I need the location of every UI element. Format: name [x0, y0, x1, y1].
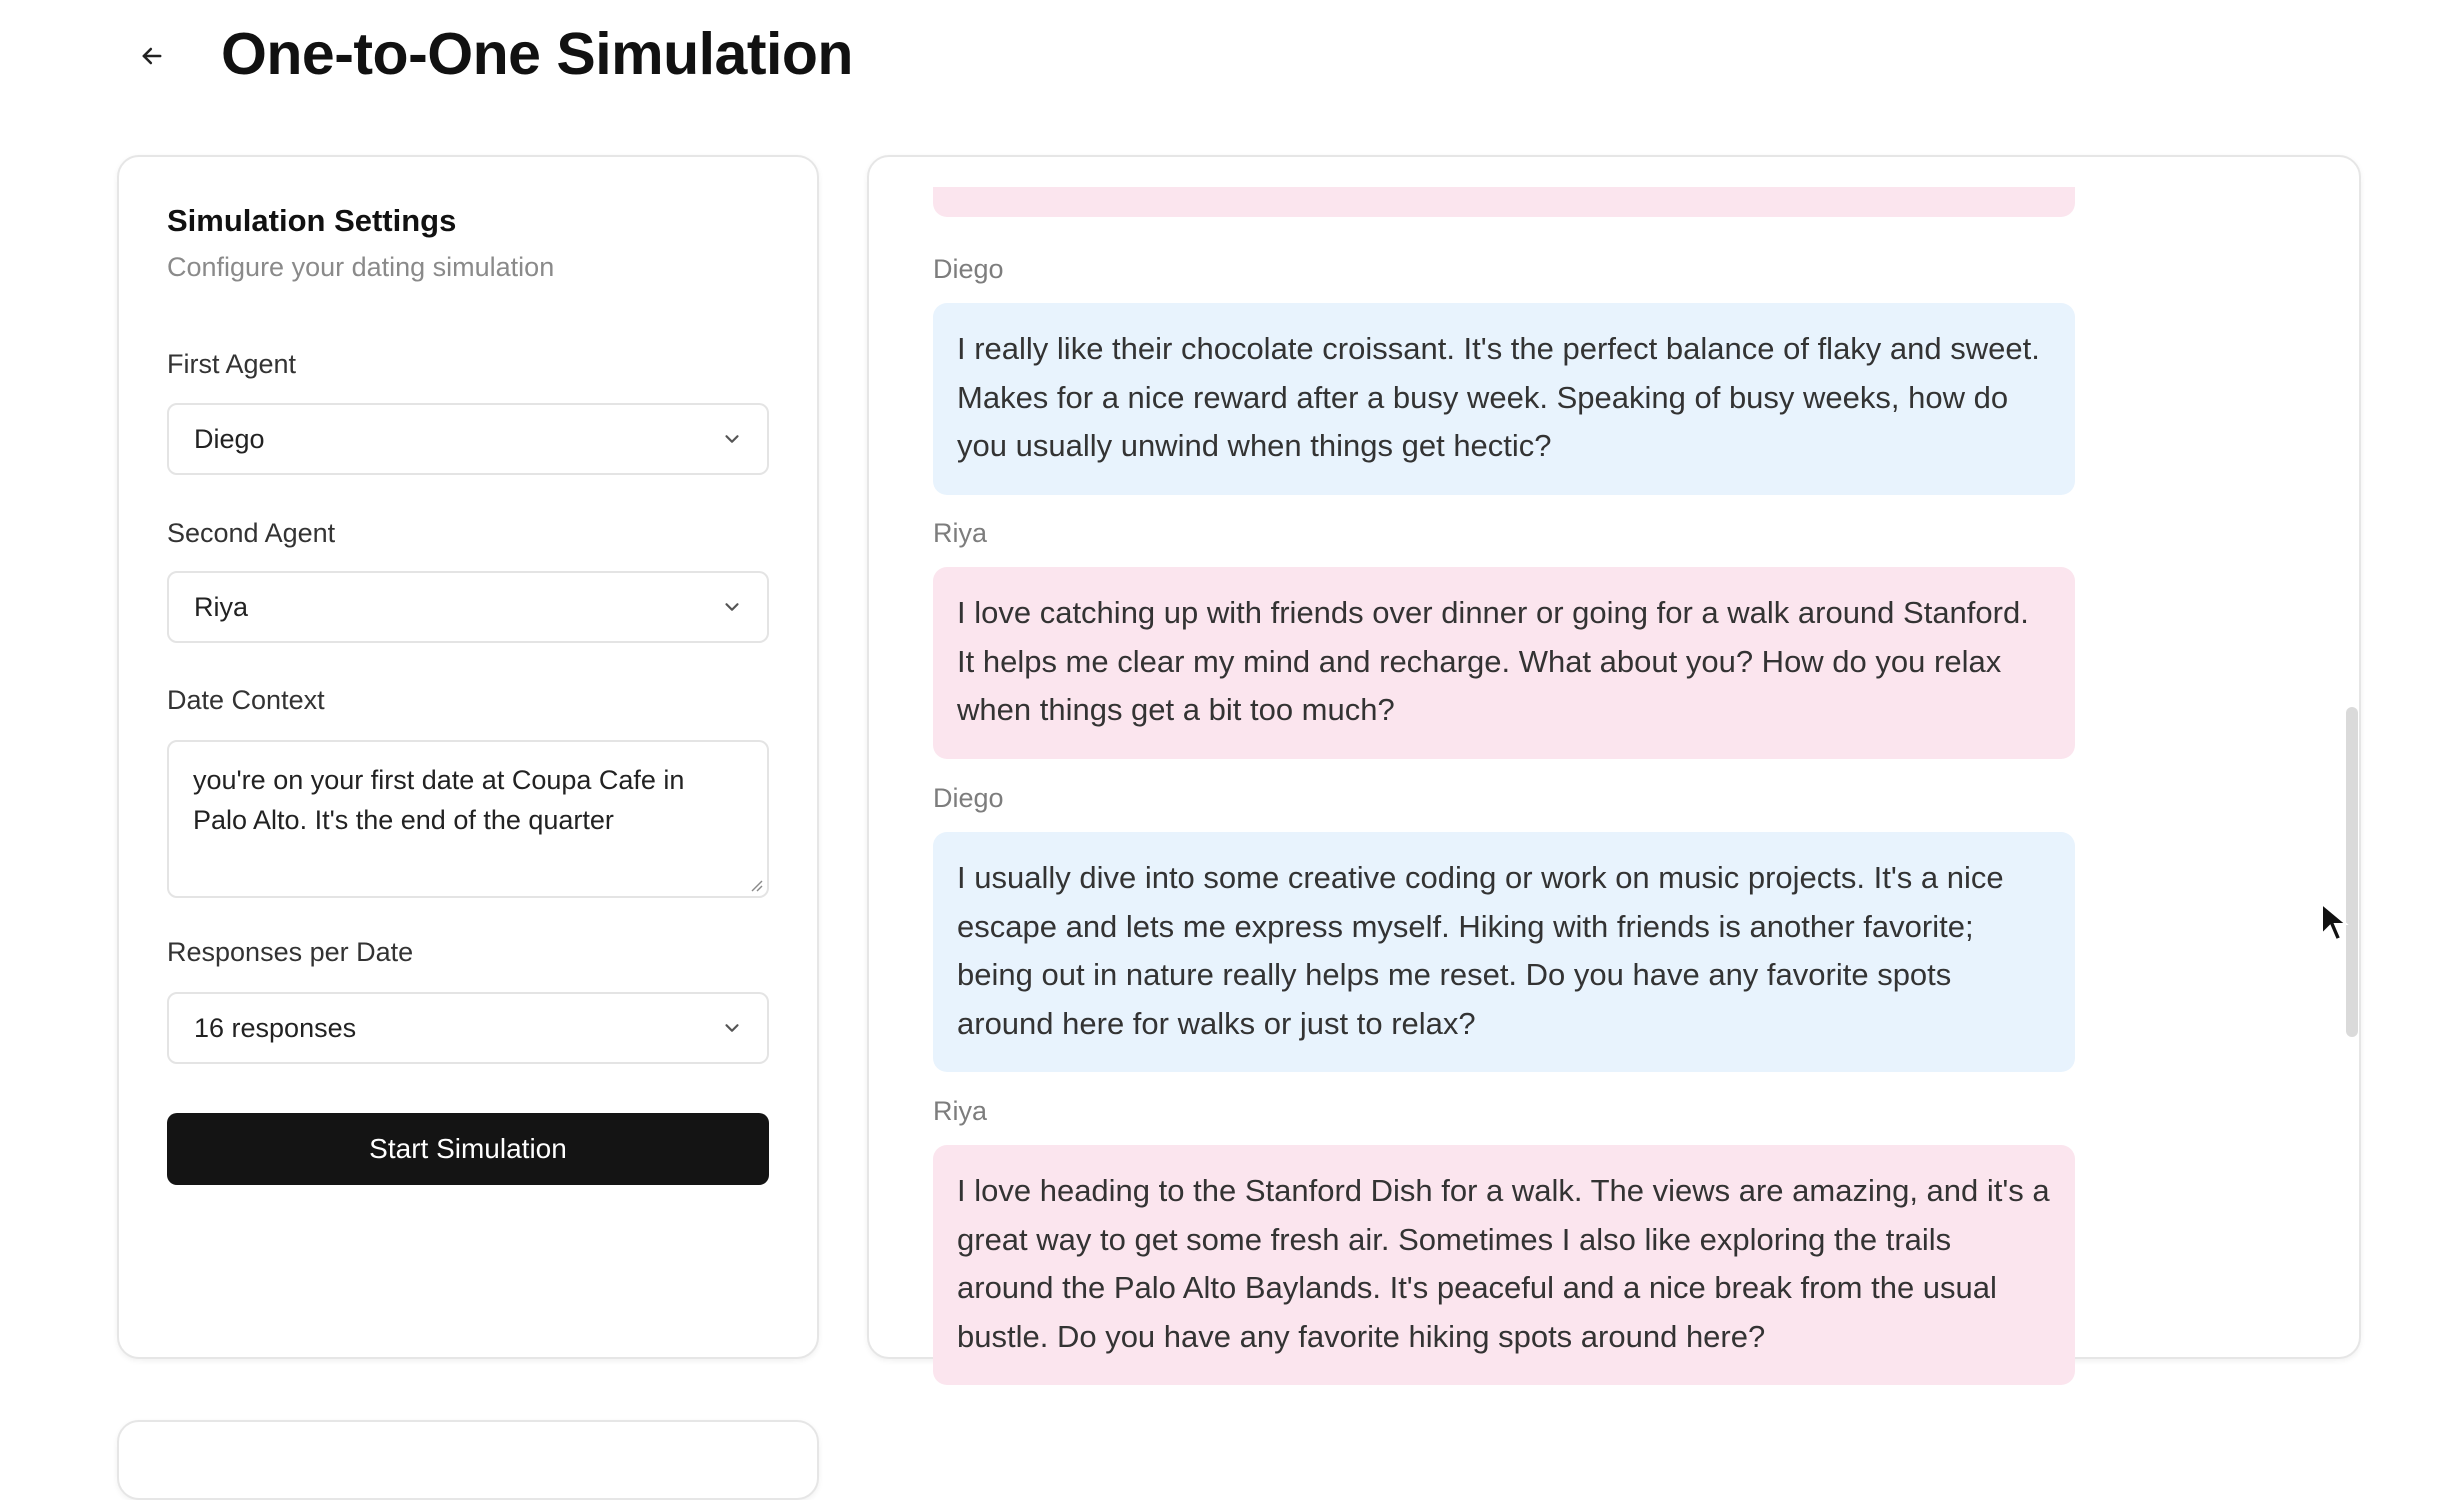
- secondary-panel: [117, 1420, 819, 1500]
- date-context-label: Date Context: [167, 685, 325, 715]
- arrow-left-icon: [138, 42, 166, 70]
- date-context-textarea[interactable]: [167, 740, 769, 898]
- message-list[interactable]: [869, 157, 2359, 1354]
- message-sender: Diego: [933, 783, 1004, 813]
- message-item: [933, 515, 2075, 759]
- scrollbar[interactable]: [2346, 707, 2358, 1037]
- resize-handle-icon[interactable]: [747, 876, 763, 892]
- settings-subtitle: Configure your dating simulation: [167, 252, 555, 282]
- first-agent-label: First Agent: [167, 349, 297, 379]
- message-item: [933, 780, 2075, 1072]
- mouse-cursor-icon: [2320, 902, 2348, 942]
- conversation-panel: [867, 155, 2361, 1359]
- message-bubble: I love heading to the Stanford Dish for a walk. The views are amazing, and it's a great way to get some fresh air. Sometimes I also like exploring the trails around the Palo Alto Baylands. It's peaceful and a nice break from the usual bustle. Do you have any favorite hiking spots around here?: [933, 1145, 2075, 1385]
- date-context-value: you're on your first date at Coupa Cafe in Palo Alto. It's the end of the quarter: [193, 765, 685, 835]
- message-bubble-partial: [933, 187, 2075, 217]
- responses-label: Responses per Date: [167, 937, 414, 967]
- responses-select[interactable]: [167, 992, 769, 1064]
- settings-panel: [117, 155, 819, 1359]
- message-bubble: I usually dive into some creative coding or work on music projects. It's a nice escape and lets me express myself. Hiking with friends is another favorite; being out in nature really helps me reset. Do you have any favorite spots around here for walks or just to relax?: [933, 832, 2075, 1072]
- message-bubble: I really like their chocolate croissant. It's the perfect balance of flaky and sweet. Makes for a nice reward after a busy week. Speaking of busy weeks, how do you usually unwind when things get hectic?: [933, 303, 2075, 495]
- first-agent-select[interactable]: [167, 403, 769, 475]
- message-sender: Diego: [933, 254, 1004, 284]
- message-sender: Riya: [933, 518, 988, 548]
- settings-title: Simulation Settings: [167, 203, 457, 238]
- message-sender: Riya: [933, 1096, 988, 1126]
- chevron-down-icon: [721, 428, 743, 450]
- back-button[interactable]: [126, 30, 178, 82]
- second-agent-value: Riya: [194, 591, 249, 622]
- responses-value: 16 responses: [194, 1012, 357, 1043]
- message-item: [933, 251, 2075, 495]
- second-agent-select[interactable]: [167, 571, 769, 643]
- page-title: One-to-One Simulation: [221, 21, 853, 87]
- message-bubble: I love catching up with friends over dinner or going for a walk around Stanford. It helps me clear my mind and recharge. What about you? How do you relax when things get a bit too much?: [933, 567, 2075, 759]
- second-agent-label: Second Agent: [167, 518, 336, 548]
- chevron-down-icon: [721, 1017, 743, 1039]
- start-simulation-button[interactable]: Start Simulation: [167, 1113, 769, 1185]
- chevron-down-icon: [721, 596, 743, 618]
- message-item: [933, 1093, 2075, 1385]
- first-agent-value: Diego: [194, 423, 265, 454]
